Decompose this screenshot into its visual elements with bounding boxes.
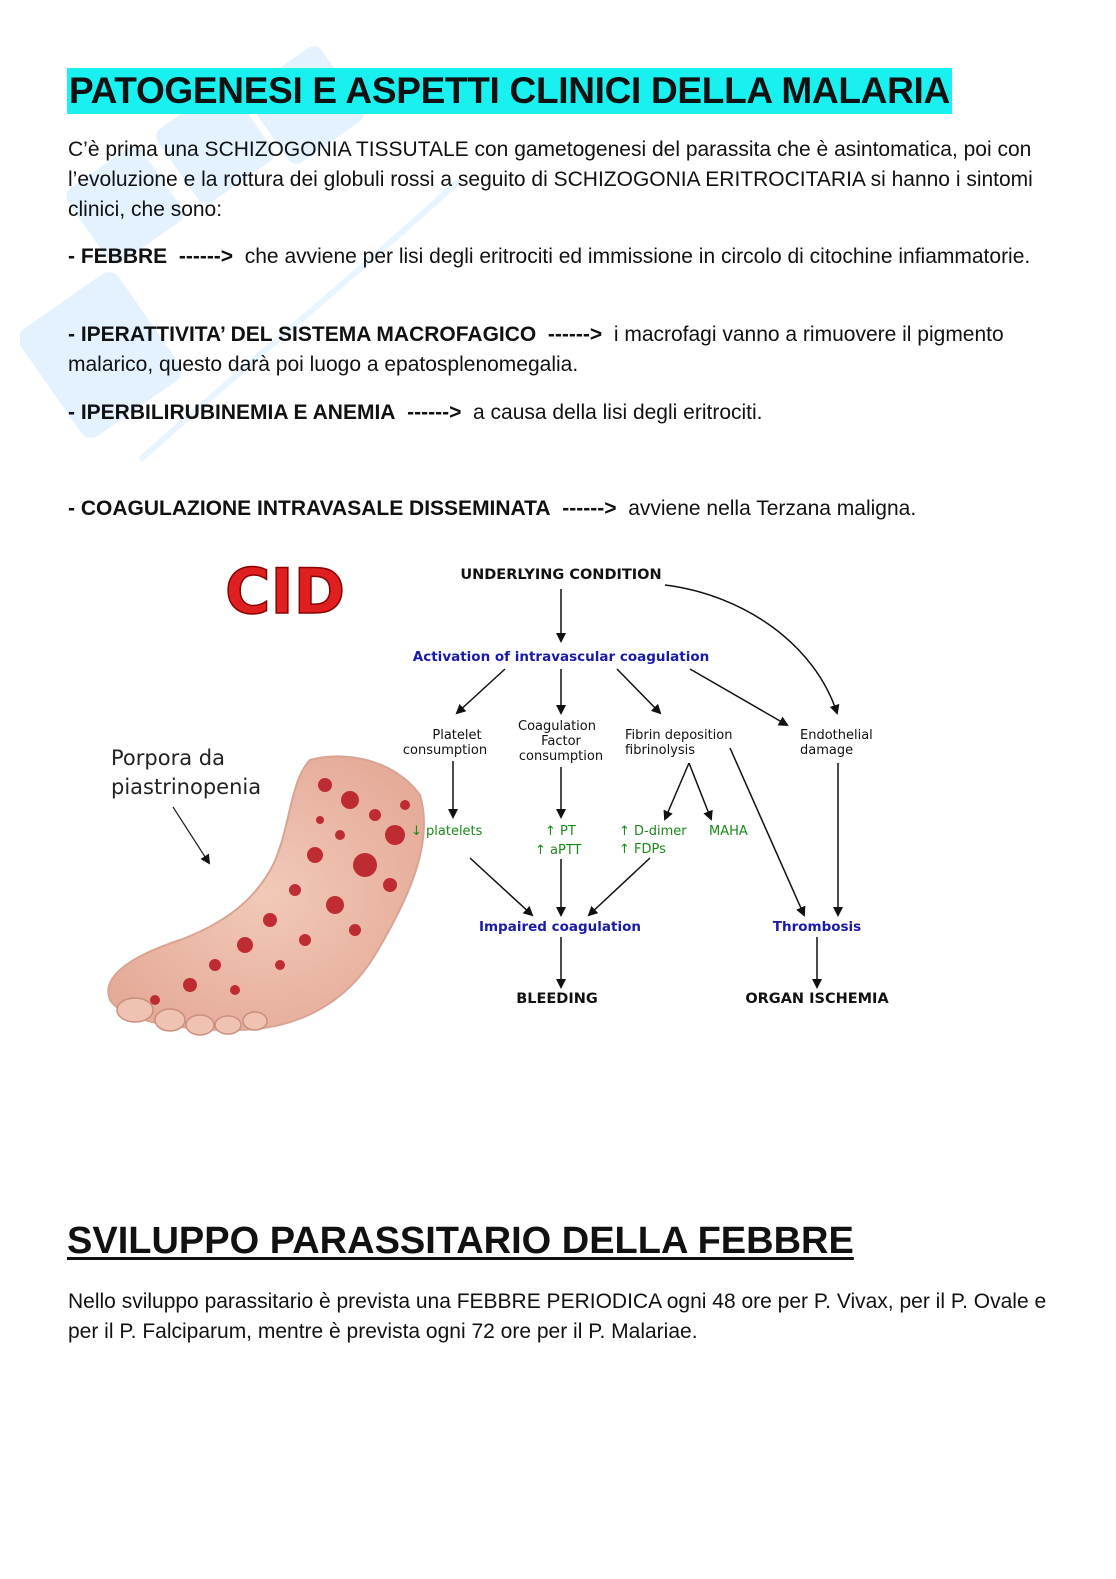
section-paragraph: Nello sviluppo parassitario è prevista una FEBBRE PERIODICA ogni 48 ore per P. Vivax, per il P. Ovale e per il P. Falciparum, mentre è prevista ogni 72 ore per il P. Malariae. [68, 1290, 1047, 1343]
foot-caption-line1: Porpora da [111, 746, 225, 770]
symptom-text: i macrofagi vanno a rimuovere il pigmento malarico, questo darà poi luogo a epatosplenomegalia. [68, 323, 1004, 376]
node-activation: Activation of intravascular coagulation [412, 649, 710, 665]
node-underlying-condition: UNDERLYING CONDITION [460, 567, 662, 583]
intro-paragraph: C’è prima una SCHIZOGONIA TISSUTALE con gametogenesi del parassita che è asintomatica, poi con l’evoluzione e la rottura dei globuli rossi a seguito di SCHIZOGONIA ERITROCITARIA si hanno i sintomi clinici, che sono: [68, 138, 1033, 221]
cid-figure-canvas [95, 545, 925, 1045]
node-coag-line1: Coagulation [518, 719, 596, 734]
node-pt-up: ↑ PT [545, 824, 576, 839]
page-title: PATOGENESI E ASPETTI CLINICI DELLA MALARIA [67, 68, 952, 114]
symptom-text: a causa della lisi degli eritrociti. [473, 401, 763, 424]
symptom-arrow: ------> [407, 401, 462, 424]
section-title: SVILUPPO PARASSITARIO DELLA FEBBRE [67, 1220, 854, 1262]
symptom-item [68, 320, 1058, 380]
node-fdps-up: ↑ FDPs [619, 842, 666, 857]
node-ddimer-up: ↑ D-dimer [619, 824, 687, 839]
node-endothelial-line1: Endothelial [800, 728, 873, 743]
symptom-label: - FEBBRE [68, 245, 168, 268]
symptom-text: avviene nella Terzana maligna. [628, 497, 917, 520]
symptom-label: - IPERBILIRUBINEMIA E ANEMIA [68, 401, 396, 424]
node-organ-ischemia: ORGAN ISCHEMIA [745, 991, 889, 1007]
node-platelet-line1: Platelet [432, 728, 482, 743]
node-maha: MAHA [709, 824, 748, 839]
node-impaired-coagulation: Impaired coagulation [478, 919, 642, 935]
symptom-arrow: ------> [562, 497, 617, 520]
symptom-label: - COAGULAZIONE INTRAVASALE DISSEMINATA [68, 497, 551, 520]
node-coag-line3: consumption [518, 749, 604, 764]
cid-figure [95, 545, 925, 1045]
node-endothelial-line2: damage [800, 743, 854, 758]
caption-pointer-arrow [173, 807, 209, 863]
node-coag-line2: Factor [541, 734, 581, 749]
cid-flow-diagram [403, 567, 890, 1007]
node-fibrin-line1: Fibrin deposition [625, 728, 733, 743]
node-aptt-up: ↑ aPTT [535, 843, 582, 858]
symptom-item [68, 242, 1058, 272]
node-fibrin-line2: fibrinolysis [625, 743, 696, 758]
node-thrombosis: Thrombosis [772, 919, 862, 935]
cid-label: CID [225, 555, 346, 628]
symptom-label: - IPERATTIVITA’ DEL SISTEMA MACROFAGICO [68, 323, 537, 346]
symptom-arrow: ------> [547, 323, 603, 346]
symptom-arrow: ------> [178, 245, 234, 268]
symptom-item [68, 398, 1058, 428]
symptom-text: che avviene per lisi degli eritrociti ed immissione in circolo di citochine infiammatorie. [244, 245, 1031, 268]
node-platelets-down: ↓ platelets [411, 824, 483, 839]
node-bleeding: BLEEDING [516, 991, 598, 1007]
foot-caption-line2: piastrinopenia [111, 775, 262, 799]
node-platelet-line2: consumption [402, 743, 488, 758]
symptom-item [68, 494, 1058, 524]
